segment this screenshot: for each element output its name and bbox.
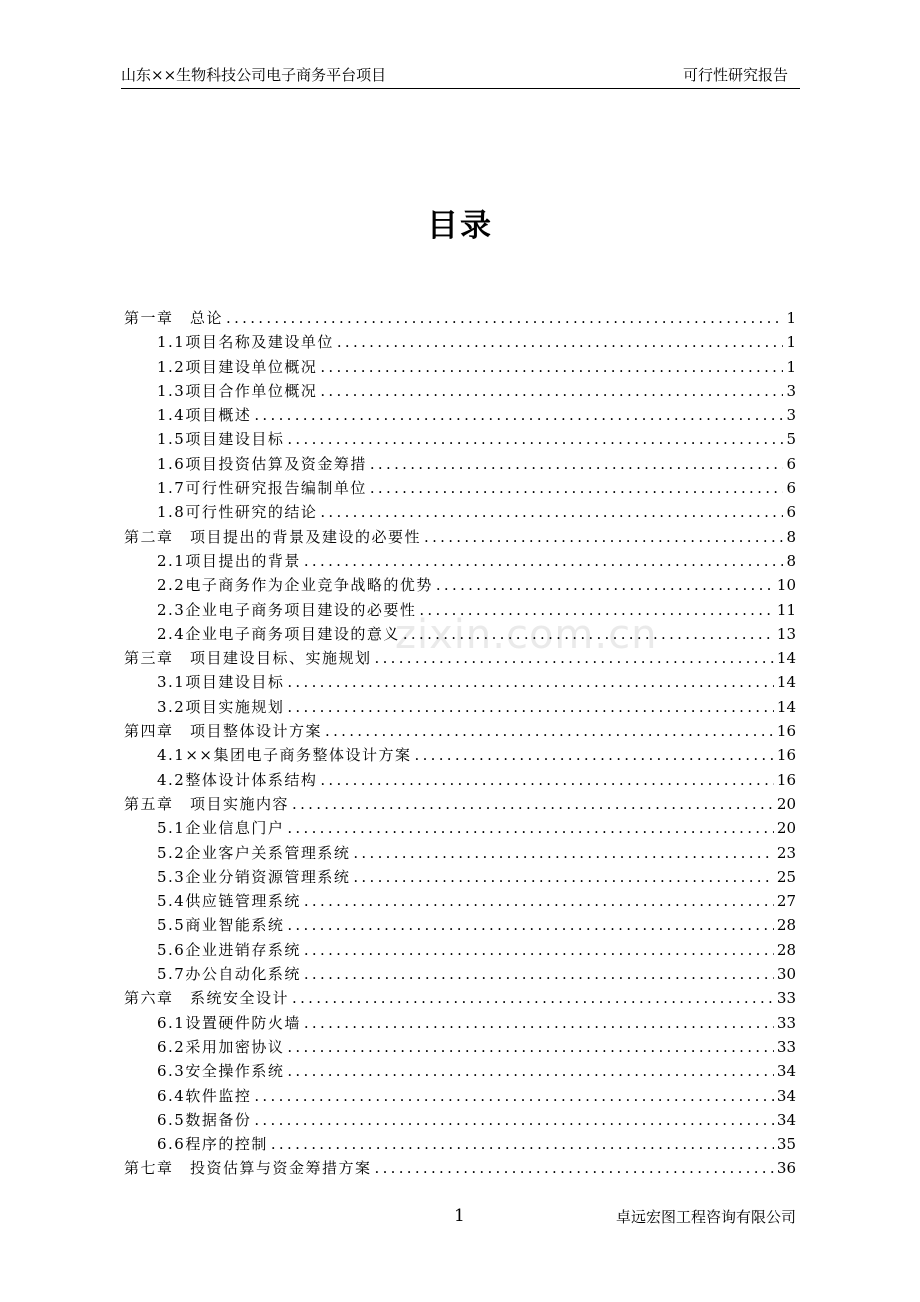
toc-section-entry[interactable]	[124, 598, 796, 622]
toc-page-number: 33	[776, 1013, 796, 1032]
toc-section-entry[interactable]	[124, 500, 796, 524]
toc-entry-title: 5.2企业客户关系管理系统	[157, 843, 351, 862]
page-number: 1	[454, 1206, 465, 1226]
toc-entry-title: 6.3安全操作系统	[157, 1062, 285, 1081]
toc-leader-dots	[320, 379, 783, 403]
toc-page-number: 23	[776, 843, 796, 862]
toc-leader-dots	[320, 355, 783, 379]
toc-leader-dots	[375, 1156, 774, 1180]
toc-page-number: 14	[776, 673, 796, 692]
toc-section-entry[interactable]	[124, 816, 796, 840]
toc-entry-title: 6.4软件监控	[157, 1086, 252, 1105]
toc-entry-title: 第四章 项目整体设计方案	[124, 722, 323, 741]
toc-leader-dots	[304, 889, 774, 913]
toc-page-number: 3	[786, 406, 796, 425]
toc-chapter-entry[interactable]	[124, 306, 796, 330]
toc-leader-dots	[254, 1108, 774, 1132]
toc-page-number: 33	[776, 1037, 796, 1056]
toc-entry-title: 第三章 项目建设目标、实施规划	[124, 649, 372, 668]
toc-leader-dots	[287, 913, 774, 937]
toc-entry-title: 1.2项目建设单位概况	[157, 357, 318, 376]
toc-page-number: 1	[786, 357, 796, 376]
toc-entry-title: 第六章 系统安全设计	[124, 989, 290, 1008]
page-header	[121, 62, 800, 89]
toc-leader-dots	[320, 500, 783, 524]
toc-section-entry[interactable]	[124, 403, 796, 427]
toc-page-number: 27	[776, 892, 796, 911]
toc-entry-title: 5.6企业进销存系统	[157, 940, 301, 959]
toc-entry-title: 6.5数据备份	[157, 1110, 252, 1129]
toc-leader-dots	[287, 427, 783, 451]
toc-entry-title: 4.1××集团电子商务整体设计方案	[157, 746, 412, 765]
toc-chapter-entry[interactable]	[124, 646, 796, 670]
toc-page-number: 36	[776, 1159, 796, 1178]
toc-chapter-entry[interactable]	[124, 1156, 796, 1180]
toc-leader-dots	[226, 306, 783, 330]
toc-entry-title: 1.4项目概述	[157, 406, 252, 425]
toc-leader-dots	[436, 573, 774, 597]
toc-leader-dots	[304, 549, 784, 573]
toc-entry-title: 6.2采用加密协议	[157, 1037, 285, 1056]
toc-leader-dots	[254, 1084, 774, 1108]
toc-section-entry[interactable]	[124, 695, 796, 719]
toc-section-entry[interactable]	[124, 1035, 796, 1059]
toc-leader-dots	[353, 865, 774, 889]
toc-entry-title: 1.7可行性研究报告编制单位	[157, 479, 367, 498]
toc-page-number: 8	[786, 551, 796, 570]
toc-leader-dots	[304, 1011, 774, 1035]
toc-page-number: 11	[776, 600, 796, 619]
toc-section-entry[interactable]	[124, 913, 796, 937]
toc-section-entry[interactable]	[124, 330, 796, 354]
toc-page-number: 20	[776, 794, 796, 813]
toc-leader-dots	[304, 962, 774, 986]
toc-section-entry[interactable]	[124, 355, 796, 379]
toc-page-number: 30	[776, 965, 796, 984]
toc-leader-dots	[287, 816, 774, 840]
toc-leader-dots	[375, 646, 774, 670]
toc-entry-title: 4.2整体设计体系结构	[157, 770, 318, 789]
toc-page-number: 6	[786, 503, 796, 522]
footer-company: 卓远宏图工程咨询有限公司	[615, 1208, 796, 1226]
toc-leader-dots	[337, 330, 784, 354]
toc-chapter-entry[interactable]	[124, 986, 796, 1010]
toc-leader-dots	[254, 403, 783, 427]
toc-page-number: 16	[776, 746, 796, 765]
watermark: zixin.com.cn	[395, 612, 658, 658]
toc-page-number: 14	[776, 697, 796, 716]
header-doc-type: 可行性研究报告	[682, 66, 788, 84]
toc-entry-title: 第一章 总论	[124, 309, 224, 327]
toc-entry-title: 第五章 项目实施内容	[124, 794, 290, 813]
toc-entry-title: 1.5项目建设目标	[157, 430, 285, 449]
toc-page-number: 6	[786, 454, 796, 473]
toc-page-number: 16	[776, 770, 796, 789]
toc-entry-title: 2.3企业电子商务项目建设的必要性	[157, 600, 417, 619]
toc-section-entry[interactable]	[124, 427, 796, 451]
toc-leader-dots	[403, 622, 774, 646]
toc-page-number: 5	[786, 430, 796, 449]
toc-leader-dots	[292, 792, 774, 816]
toc-leader-dots	[287, 670, 774, 694]
toc-page-number: 10	[776, 576, 796, 595]
toc-leader-dots	[424, 525, 783, 549]
toc-section-entry[interactable]	[124, 452, 796, 476]
toc-entry-title: 5.1企业信息门户	[157, 819, 285, 838]
toc-page-number: 1	[786, 309, 796, 327]
toc-page-number: 34	[776, 1062, 796, 1081]
toc-section-entry[interactable]	[124, 622, 796, 646]
toc-leader-dots	[370, 452, 784, 476]
toc-page-number: 1	[786, 333, 796, 352]
toc-leader-dots	[271, 1132, 774, 1156]
toc-entry-title: 5.4供应链管理系统	[157, 892, 301, 911]
toc-entry-title: 5.5商业智能系统	[157, 916, 285, 935]
toc-leader-dots	[287, 1059, 774, 1083]
toc-section-entry[interactable]	[124, 938, 796, 962]
toc-entry-title: 1.8可行性研究的结论	[157, 503, 318, 522]
toc-section-entry[interactable]	[124, 1108, 796, 1132]
toc-page-number: 6	[786, 479, 796, 498]
toc-section-entry[interactable]	[124, 476, 796, 500]
toc-entry-title: 5.7办公自动化系统	[157, 965, 301, 984]
toc-entry-title: 2.2电子商务作为企业竞争战略的优势	[157, 576, 433, 595]
toc-entry-title: 6.1设置硬件防火墙	[157, 1013, 301, 1032]
toc-leader-dots	[370, 476, 784, 500]
toc-page-number: 8	[786, 527, 796, 546]
toc-section-entry[interactable]	[124, 743, 796, 767]
toc-section-entry[interactable]	[124, 1084, 796, 1108]
toc-leader-dots	[287, 1035, 774, 1059]
toc-section-entry[interactable]	[124, 889, 796, 913]
toc-page-number: 35	[776, 1135, 796, 1154]
toc-entry-title: 6.6程序的控制	[157, 1135, 268, 1154]
toc-leader-dots	[287, 695, 774, 719]
toc-entry-title: 2.4企业电子商务项目建设的意义	[157, 624, 400, 643]
toc-leader-dots	[325, 719, 774, 743]
toc-entry-title: 3.2项目实施规划	[157, 697, 285, 716]
toc-page-number: 34	[776, 1086, 796, 1105]
toc-section-entry[interactable]	[124, 865, 796, 889]
toc-page-number: 34	[776, 1110, 796, 1129]
page-title: 目录	[427, 208, 493, 244]
toc-section-entry[interactable]	[124, 549, 796, 573]
toc-section-entry[interactable]	[124, 768, 796, 792]
toc-entry-title: 第七章 投资估算与资金筹措方案	[124, 1159, 372, 1178]
toc-entry-title: 1.6项目投资估算及资金筹措	[157, 454, 367, 473]
toc-leader-dots	[320, 768, 774, 792]
toc-entry-title: 5.3企业分销资源管理系统	[157, 867, 351, 886]
toc-entry-title: 1.1项目名称及建设单位	[157, 333, 334, 352]
toc-section-entry[interactable]	[124, 379, 796, 403]
toc-page-number: 33	[776, 989, 796, 1008]
toc-page-number: 20	[776, 819, 796, 838]
toc-chapter-entry[interactable]	[124, 525, 796, 549]
toc-entry-title: 2.1项目提出的背景	[157, 551, 301, 570]
toc-section-entry[interactable]	[124, 670, 796, 694]
toc-page-number: 3	[786, 381, 796, 400]
toc-section-entry[interactable]	[124, 1059, 796, 1083]
toc-chapter-entry[interactable]	[124, 792, 796, 816]
toc-page-number: 28	[776, 940, 796, 959]
toc-section-entry[interactable]	[124, 1011, 796, 1035]
toc-leader-dots	[353, 841, 774, 865]
toc-entry-title: 1.3项目合作单位概况	[157, 381, 318, 400]
toc-page-number: 16	[776, 722, 796, 741]
toc-section-entry[interactable]	[124, 1132, 796, 1156]
toc-entry-title: 第二章 项目提出的背景及建设的必要性	[124, 527, 422, 546]
toc-section-entry[interactable]	[124, 962, 796, 986]
toc-page-number: 14	[776, 649, 796, 668]
toc-leader-dots	[419, 598, 774, 622]
table-of-contents	[124, 306, 796, 1181]
toc-chapter-entry[interactable]	[124, 719, 796, 743]
toc-section-entry[interactable]	[124, 841, 796, 865]
toc-section-entry[interactable]	[124, 573, 796, 597]
toc-entry-title: 3.1项目建设目标	[157, 673, 285, 692]
toc-page-number: 13	[776, 624, 796, 643]
toc-page-number: 28	[776, 916, 796, 935]
header-project-title: 山东××生物科技公司电子商务平台项目	[121, 66, 387, 84]
toc-leader-dots	[415, 743, 774, 767]
toc-leader-dots	[292, 986, 774, 1010]
toc-leader-dots	[304, 938, 774, 962]
toc-page-number: 25	[776, 867, 796, 886]
